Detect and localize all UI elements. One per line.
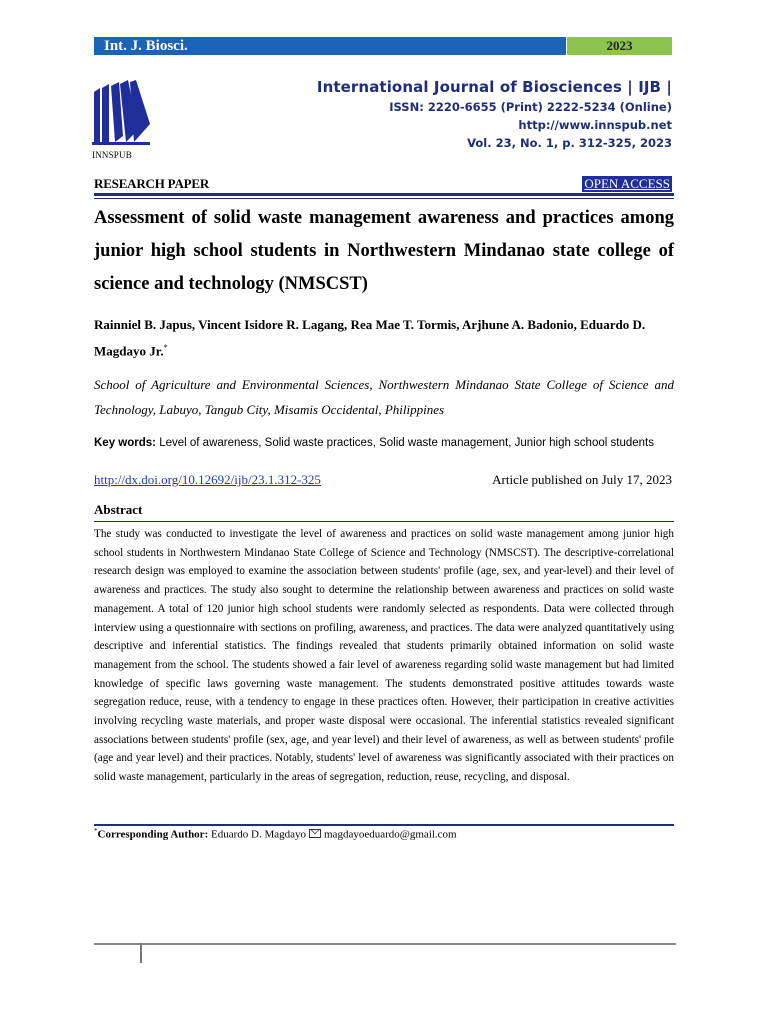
abstract-heading: Abstract (94, 502, 143, 517)
abstract-rule-top (94, 521, 674, 522)
corresponding-name: Eduardo D. Magdayo (210, 828, 306, 841)
header-rule-thin (94, 198, 674, 199)
open-access-link[interactable]: OPEN ACCESS (584, 176, 670, 191)
innspub-logo-icon (92, 80, 150, 146)
doi-link[interactable]: http://dx.doi.org/10.12692/ijb/23.1.312-325 (94, 472, 321, 487)
article-title: Assessment of solid waste management awareness and practices among junior high school students in Northwestern Mindanao state college of science and technology (NMSCST) (94, 208, 674, 294)
authors (94, 313, 674, 362)
abstract-rule-bottom (94, 824, 674, 826)
keywords-label: Key words: (94, 437, 156, 449)
abstract-text: The study was conducted to investigate the level of awareness and practices on solid waste management among junior high school students in Northwestern Mindanao State College of Science and Technology (NMSCST). The descriptive-correlational research design was employed to examine the association between students' profile (age, sex, and year-level) and their level of awareness and practices. The study also sought to determine the relationship between awareness and practices on solid waste management. A total of 120 junior high school students were randomly selected as respondents. Data were collected through interview using a questionnaire with sections on profiling, awareness, and practices. The data were analyzed quantitatively using descriptive and inferential statistics. The findings revealed that students primarily obtained information on solid waste management from the school. The students showed a fair level of awareness regarding solid waste management but had limited knowledge of specific laws governing waste management. The students demonstrated positive attitudes towards waste segregation reduce, reuse, with a tendency to engage in these practices often. However, their participation in creative activities involving recycling waste materials, and proper waste disposal were occasional. The inferential statistics revealed significant associations between students' profile (sex, age, and year level) and their level of awareness, as well as between students' profile (age and year level) and their practices. Notably, students' level of awareness was significantly associated with their practices on solid waste management, particularly in the areas of segregation, reduction, reuse, recycling, and disposal. (94, 528, 674, 784)
journal-issn: ISSN: 2220-6655 (Print) 2222-5234 (Online) (389, 100, 672, 114)
author-asterisk: * (163, 343, 168, 352)
footer-tick (140, 943, 142, 963)
journal-short-band: Int. J. Biosci. (94, 37, 566, 55)
keywords (94, 437, 674, 449)
journal-volume: Vol. 23, No. 1, p. 312-325, 2023 (467, 136, 672, 150)
year-band: 2023 (567, 37, 672, 55)
keywords-text: Level of awareness, Solid waste practices, Solid waste management, Junior high school students (159, 437, 654, 449)
author-list: Rainniel B. Japus, Vincent Isidore R. Lagang, Rea Mae T. Tormis, Arjhune A. Badonio, Eduardo D. Magdayo Jr. (94, 317, 646, 359)
affiliation: School of Agriculture and Environmental Sciences, Northwestern Mindanao State College of Science and Technology, Labuyo, Tangub City, Misamis Occidental, Philippines (94, 377, 674, 417)
header-rule (94, 193, 674, 196)
corresponding-label: Corresponding Author: (97, 828, 209, 841)
article-type: RESEARCH PAPER (94, 176, 210, 191)
corresponding-author (94, 827, 457, 841)
corresponding-asterisk: * (94, 827, 98, 835)
published-date: Article published on July 17, 2023 (492, 472, 672, 487)
journal-url-link[interactable]: http://www.innspub.net (518, 118, 672, 132)
footer-rule (94, 943, 676, 945)
mail-icon (309, 829, 321, 838)
journal-title: International Journal of Biosciences | IJB | (316, 78, 672, 96)
corresponding-email[interactable]: magdayoeduardo@gmail.com (324, 828, 457, 841)
logo-text: INNSPUB (92, 150, 132, 160)
